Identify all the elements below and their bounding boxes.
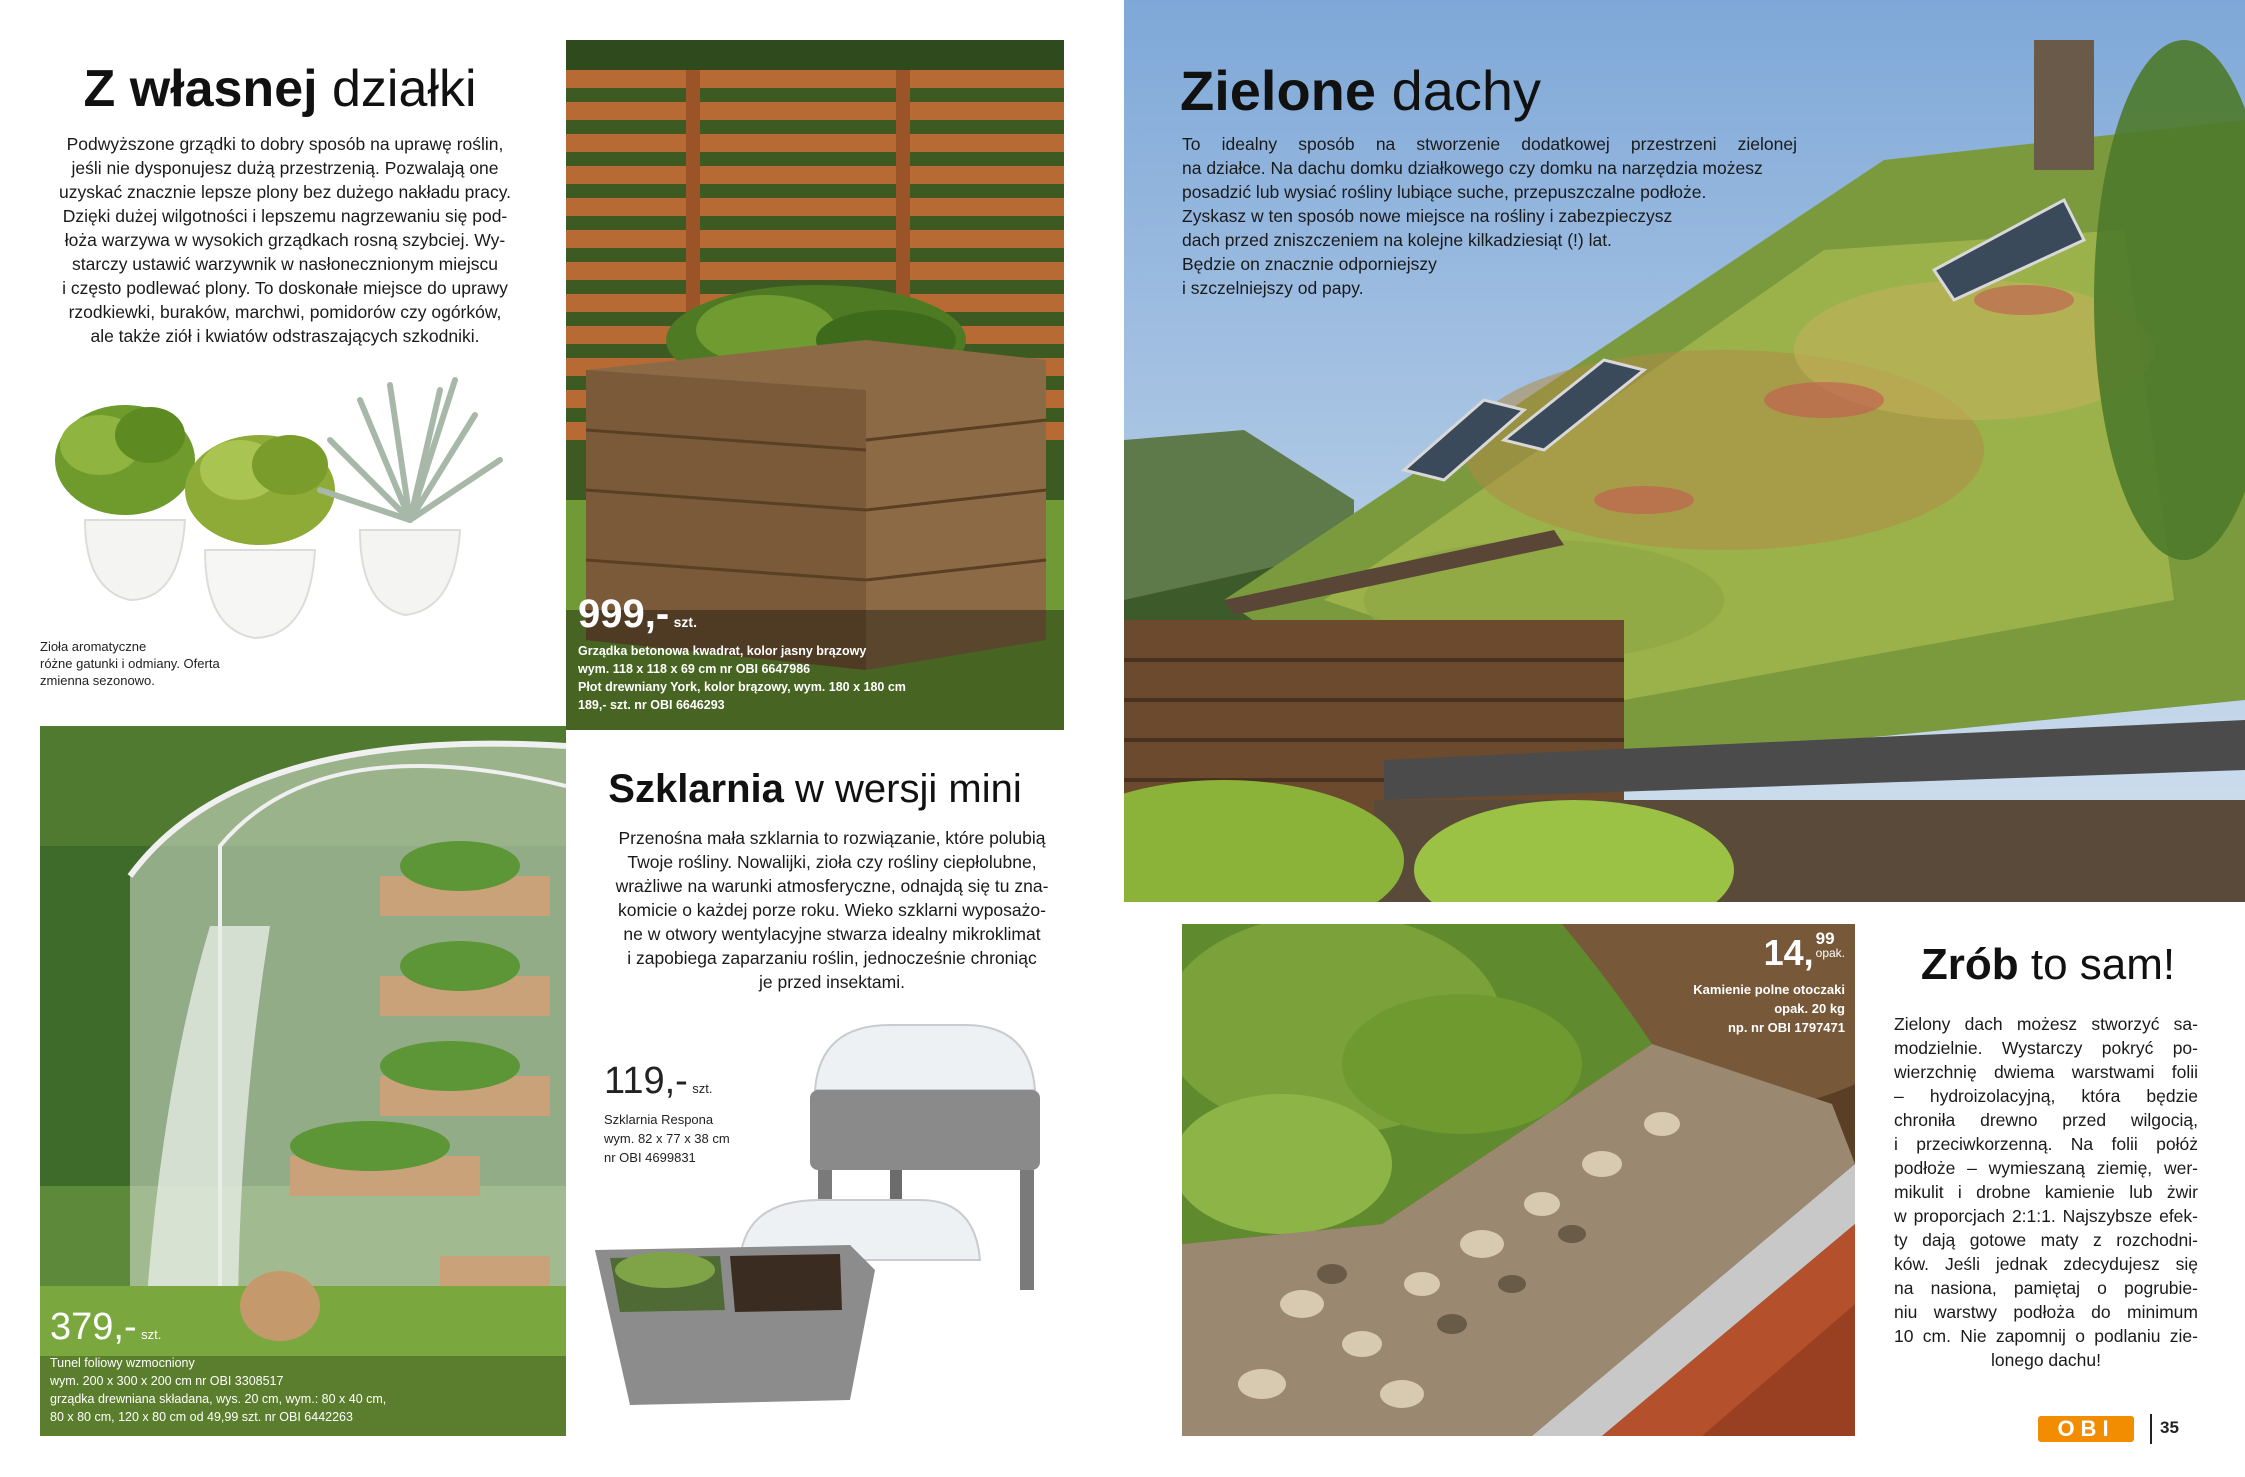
price-cents: 99 <box>1815 929 1835 948</box>
line: na nasiona, pamiętaj o pogrubie- <box>1894 1278 2198 1298</box>
line: 10 cm. Nie zapomnij o podlaniu zie- <box>1894 1326 2198 1346</box>
line: chroniła drewno przed wilgocią, <box>1894 1110 2198 1130</box>
line: jeśli nie dysponujesz dużą przestrzenią. Pozwalają one <box>71 158 499 178</box>
raised-bed-photo <box>566 40 1064 730</box>
line: posadzić lub wysiać rośliny lubiące suche, przepuszczalne podłoże. <box>1182 182 1707 202</box>
line: je przed insektami. <box>759 972 905 992</box>
line: ków. Jeśli jednak zdecydujesz się <box>1894 1254 2198 1274</box>
page-separator <box>2150 1414 2152 1444</box>
price-unit: szt. <box>673 614 697 630</box>
caption-line: Kamienie polne otoczaki <box>1693 982 1845 997</box>
price-unit: szt. <box>692 1081 713 1096</box>
stones-caption <box>1693 980 1845 1037</box>
line: Podwyższone grządki to dobry sposób na uprawę roślin, <box>66 134 504 154</box>
price-main: 999,- <box>578 592 670 636</box>
herbs-caption <box>40 638 220 689</box>
mini-greenhouse-image <box>590 1020 1070 1440</box>
section1-body <box>46 132 524 348</box>
line: ale także ziół i kwiatów odstraszających szkodniki. <box>90 326 480 346</box>
line: i szczelniejszy od papy. <box>1182 278 1364 298</box>
title-light: to sam! <box>2030 940 2176 989</box>
line: uzyskać znacznie lepsze plony bez dużego nakładu pracy. <box>58 182 512 202</box>
title-bold: Z własnej <box>83 60 318 118</box>
line: i często podlewać plony. To doskonałe miejsce do uprawy <box>62 278 508 298</box>
line: ne w otwory wentylacyjne stwarza idealny mikroklimat <box>623 924 1041 944</box>
caption-line: opak. 20 kg <box>1774 1001 1845 1016</box>
page-number: 35 <box>2160 1418 2179 1437</box>
caption-line: zmienna sezonowo. <box>40 673 155 688</box>
raised-bed-caption <box>578 642 906 714</box>
title-bold: Zrób <box>1920 940 2019 989</box>
price-unit: opak. <box>1815 946 1845 960</box>
caption-line: grządka drewniana składana, wys. 20 cm, wym.: 80 x 40 cm, <box>50 1392 387 1406</box>
line: Twoje rośliny. Nowalijki, zioła czy rośliny ciepłolubne, <box>627 852 1037 872</box>
section3-body <box>1182 132 1797 300</box>
line: rzodkiewki, buraków, marchwi, pomidorów czy ogórków, <box>68 302 502 322</box>
line: mikulit i drobne kamienie lub żwir <box>1894 1182 2198 1202</box>
stones-price <box>1763 929 1845 974</box>
line: starczy ustawić warzywnik w nasłonecznionym miejscu <box>72 254 498 274</box>
title-bold: Zielone <box>1180 59 1377 122</box>
line: Przenośna mała szklarnia to rozwiązanie, które polubią <box>618 828 1046 848</box>
line: Dzięki dużej wilgotności i lepszemu nagrzewaniu się pod- <box>62 206 508 226</box>
section2-body <box>600 826 1064 994</box>
herb-pots-image <box>30 370 540 650</box>
caption-line: Grządka betonowa kwadrat, kolor jasny brązowy <box>578 644 867 658</box>
price-main: 14, <box>1763 932 1814 973</box>
price-main: 379,- <box>50 1306 137 1348</box>
line: modzielnie. Wystarczy pokryć po- <box>1894 1038 2198 1058</box>
price-unit: szt. <box>141 1327 162 1342</box>
line: w proporcjach 2:1:1. Najszybsze efek- <box>1894 1206 2198 1226</box>
tunnel-price <box>50 1306 161 1349</box>
caption-line: 189,- szt. nr OBI 6646293 <box>578 698 725 712</box>
caption-line: np. nr OBI 1797471 <box>1727 1020 1845 1035</box>
tunnel-caption <box>50 1354 386 1426</box>
line: podłoże – wymieszaną ziemię, wer- <box>1894 1158 2198 1178</box>
section4-body <box>1894 1012 2198 1372</box>
caption-line: nr OBI 4699831 <box>604 1150 696 1165</box>
line: Zyskasz w ten sposób nowe miejsce na rośliny i zabezpieczysz <box>1182 206 1673 226</box>
title-bold: Szklarnia <box>608 767 784 811</box>
line: komicie o każdej porze roku. Wieko szklarni wyposażo- <box>618 900 1046 920</box>
title-light: w wersji mini <box>795 767 1022 811</box>
title-light: dachy <box>1391 59 1542 122</box>
caption-line: wym. 82 x 77 x 38 cm <box>604 1131 730 1146</box>
obi-logo-text: OBI <box>2057 1416 2115 1441</box>
caption-line: różne gatunki i odmiany. Oferta <box>40 656 220 671</box>
foil-tunnel-photo <box>40 726 566 1436</box>
line: i zapobiega zaparzaniu roślin, jednocześnie chroniąc <box>627 948 1037 968</box>
line: wierzchnię dwiema warstwami folii <box>1894 1062 2198 1082</box>
price-main: 119,- <box>604 1060 688 1102</box>
section-title-z-wlasnej-dzialki <box>0 60 560 118</box>
line: To idealny sposób na stworzenie dodatkowej przestrzeni zielonej <box>1182 134 1797 154</box>
caption-line: wym. 200 x 300 x 200 cm nr OBI 3308517 <box>50 1374 284 1388</box>
line: lonego dachu! <box>1991 1350 2101 1370</box>
line: wrażliwe na warunki atmosferyczne, odnajdą się tu zna- <box>615 876 1049 896</box>
caption-line: wym. 118 x 118 x 69 cm nr OBI 6647986 <box>578 662 811 676</box>
line: Zielony dach możesz stworzyć sa- <box>1894 1014 2198 1034</box>
caption-line: Płot drewniany York, kolor brązowy, wym. 180 x 180 cm <box>578 680 906 694</box>
caption-line: Szklarnia Respona <box>604 1112 714 1127</box>
title-light: działki <box>332 60 477 118</box>
caption-line: 80 x 80 cm, 120 x 80 cm od 49,99 szt. nr OBI 6442263 <box>50 1410 353 1424</box>
line: Będzie on znacznie odporniejszy <box>1182 254 1437 274</box>
obi-logo <box>2038 1416 2134 1442</box>
section-title-zielone-dachy <box>1180 60 1541 122</box>
line: łoża warzywa w wysokich grządkach rosną szybciej. Wy- <box>64 230 506 250</box>
line: – hydroizolacyjną, która będzie <box>1894 1086 2198 1106</box>
green-roof-gutter-photo <box>1182 924 1855 1436</box>
section-title-szklarnia <box>566 766 1064 812</box>
line: na działce. Na dachu domku działkowego czy domku na narzędzia możesz <box>1182 158 1763 178</box>
line: i przeciwkorzenną. Na folii połóż <box>1894 1134 2198 1154</box>
raised-bed-price <box>578 592 697 637</box>
line: ty dają gotowe maty z rozchodni- <box>1894 1230 2198 1250</box>
line: niu warstwy podłoża do minimum <box>1894 1302 2198 1322</box>
caption-line: Tunel foliowy wzmocniony <box>50 1356 195 1370</box>
section-title-zrob-to-sam <box>1878 940 2218 990</box>
line: dach przed zniszczeniem na kolejne kilkadziesiąt (!) lat. <box>1182 230 1612 250</box>
caption-line: Zioła aromatyczne <box>40 639 147 654</box>
